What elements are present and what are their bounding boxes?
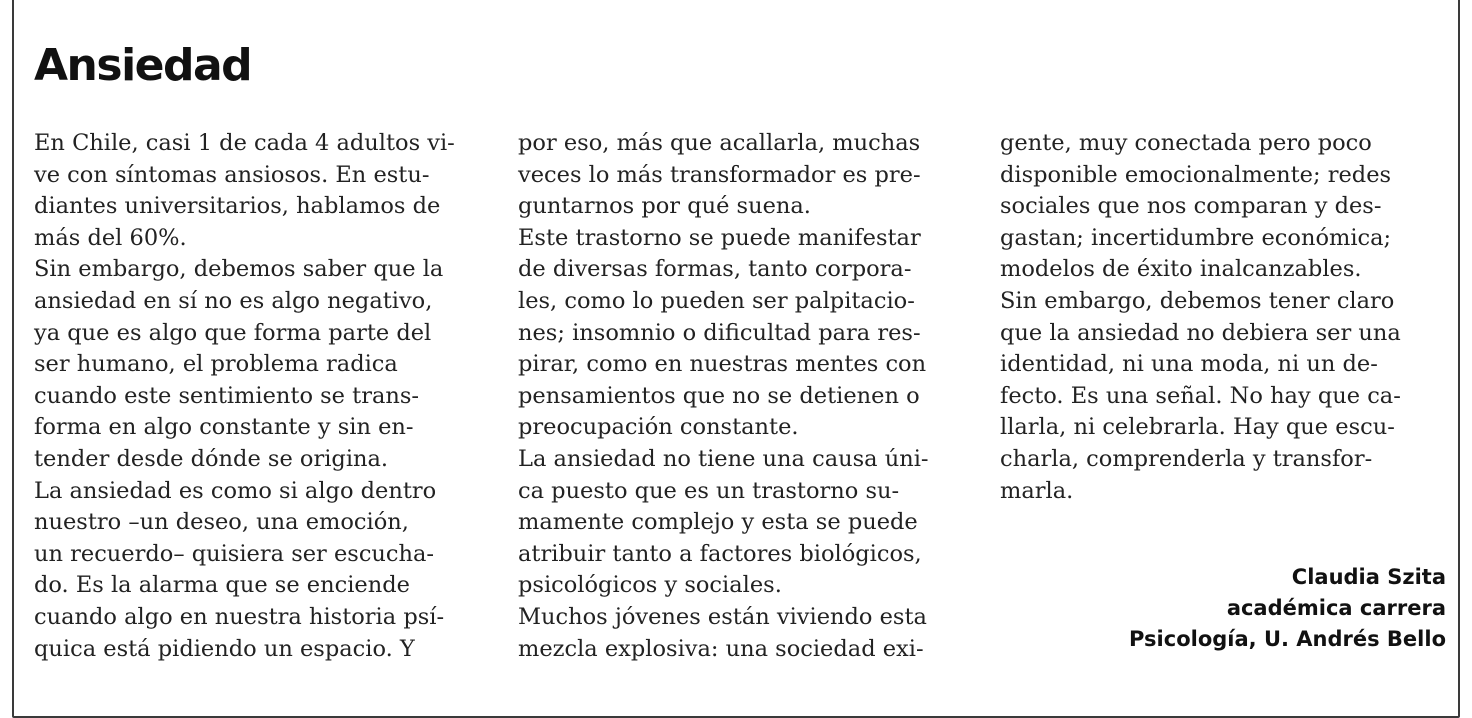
- text-line: sociales que nos comparan y des-: [1000, 193, 1382, 220]
- text-line: ser humano, el problema radica: [34, 351, 398, 378]
- text-line: más del 60%.: [34, 224, 187, 251]
- text-line: de diversas formas, tanto corpora-: [518, 256, 912, 283]
- text-line: charla, comprenderla y transfor-: [1000, 445, 1373, 472]
- text-line: tender desde dónde se origina.: [34, 445, 389, 472]
- text-line: En Chile, casi 1 de cada 4 adultos vi-: [34, 130, 455, 156]
- text-line: La ansiedad es como si algo dentro: [34, 477, 437, 504]
- text-line: Este trastorno se puede manifestar: [518, 224, 921, 251]
- text-line: atribuir tanto a factores biológicos,: [518, 540, 922, 567]
- text-line: identidad, ni una moda, ni un de-: [1000, 351, 1378, 378]
- text-line: mezcla explosiva: una sociedad exi-: [518, 635, 924, 662]
- text-line: nuestro –un deseo, una emoción,: [34, 509, 409, 536]
- text-line: pensamientos que no se detienen o: [518, 382, 920, 409]
- text-line: Sin embargo, debemos tener claro: [1000, 287, 1395, 314]
- author-affiliation: Psicología, U. Andrés Bello: [1129, 627, 1446, 651]
- text-line: cuando este sentimiento se trans-: [34, 382, 420, 409]
- text-line: ya que es algo que forma parte del: [34, 319, 432, 346]
- article-column-2: [518, 128, 968, 665]
- text-line: Muchos jóvenes están viviendo esta: [518, 603, 927, 630]
- text-line: psicológicos y sociales.: [518, 572, 782, 599]
- text-line: que la ansiedad no debiera ser una: [1000, 319, 1401, 346]
- text-line: do. Es la alarma que se enciende: [34, 572, 410, 599]
- article-title: Ansiedad: [34, 40, 252, 91]
- text-line: gente, muy conectada pero poco: [1000, 130, 1372, 156]
- text-line: nes; insomnio o dificultad para res-: [518, 319, 921, 346]
- text-line: cuando algo en nuestra historia psí-: [34, 603, 445, 630]
- text-line: les, como lo pueden ser palpitacio-: [518, 287, 915, 314]
- article-column-1: [34, 128, 494, 665]
- text-line: Sin embargo, debemos saber que la: [34, 256, 444, 283]
- text-line: veces lo más transformador es pre-: [518, 161, 921, 188]
- author-name: Claudia Szita: [1291, 565, 1446, 589]
- text-line: un recuerdo– quisiera ser escucha-: [34, 540, 435, 567]
- text-line: forma en algo constante y sin en-: [34, 414, 414, 441]
- article-column-3: [1000, 128, 1445, 507]
- text-line: mamente complejo y esta se puede: [518, 509, 918, 536]
- text-line: La ansiedad no tiene una causa úni-: [518, 445, 929, 472]
- text-line: modelos de éxito inalcanzables.: [1000, 256, 1362, 283]
- text-line: ca puesto que es un trastorno su-: [518, 477, 900, 504]
- author-role: académica carrera: [1226, 596, 1446, 620]
- author-byline: [1129, 562, 1446, 655]
- text-line: disponible emocionalmente; redes: [1000, 161, 1392, 188]
- text-line: pirar, como en nuestras mentes con: [518, 351, 927, 378]
- text-line: por eso, más que acallarla, muchas: [518, 130, 921, 156]
- text-line: ansiedad en sí no es algo negativo,: [34, 287, 433, 314]
- text-line: llarla, ni celebrarla. Hay que escu-: [1000, 414, 1395, 441]
- text-line: preocupación constante.: [518, 414, 799, 441]
- text-line: quica está pidiendo un espacio. Y: [34, 635, 415, 662]
- text-line: guntarnos por qué suena.: [518, 193, 811, 220]
- text-line: fecto. Es una señal. No hay que ca-: [1000, 382, 1401, 409]
- text-line: marla.: [1000, 477, 1074, 504]
- text-line: diantes universitarios, hablamos de: [34, 193, 441, 220]
- text-line: ve con síntomas ansiosos. En estu-: [34, 161, 430, 188]
- text-line: gastan; incertidumbre económica;: [1000, 224, 1392, 251]
